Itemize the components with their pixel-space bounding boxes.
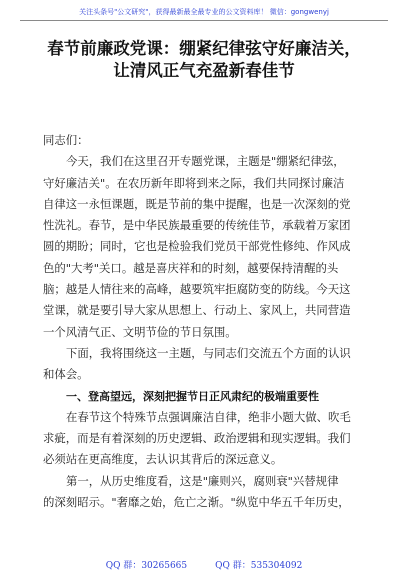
footer-qq-group-1: QQ 群：30265665 [105, 561, 188, 571]
body-line: 色的"大考"关口。越是喜庆祥和的时刻，越要保持清醒的头 [43, 260, 339, 275]
header-divider [20, 20, 388, 21]
body-line: 一个风清气正、文明节俭的节日氛围。 [43, 324, 237, 339]
body-line: 今天，我们在这里召开专题党课，主题是"绷紧纪律弦， [66, 154, 345, 169]
body-line: 性洗礼。春节，是中华民族最重要的传统佳节，承载着万家团 [43, 218, 351, 233]
body-line: 必须站在更高维度，去认识其背后的深远意义。 [43, 452, 283, 467]
body-line: 在春节这个特殊节点强调廉洁自律，绝非小题大做、吹毛 [66, 409, 351, 424]
header-banner: 关注头条号"公文研究"，获得最新最全最专业的公文资料库！ 微信：gongwenyj [79, 8, 329, 16]
body-line: 和体会。 [43, 367, 89, 382]
body-line: 求疵，而是有着深刻的历史逻辑、政治逻辑和现实逻辑。我们 [43, 431, 351, 446]
title-line-2: 让清风正气充盈新春佳节 [113, 61, 295, 80]
body-line: 堂课，就是要引导大家从思想上、行动上、家风上，共同营造 [43, 303, 351, 318]
title-line-1: 春节前廉政党课：绷紧纪律弦守好廉洁关， [47, 39, 361, 58]
salutation: 同志们： [43, 133, 89, 147]
body-line: 自律这一永恒课题，既是节前的集中提醒，也是一次深刻的党 [43, 196, 351, 211]
body-line: 守好廉洁关"。在农历新年即将到来之际，我们共同探讨廉洁 [43, 175, 345, 190]
body-line: 脑；越是人情往来的高峰，越要筑牢拒腐防变的防线。今天这 [43, 282, 351, 297]
body-line: 第一，从历史维度看，这是"廉则兴，腐则衰"兴替规律 [66, 473, 339, 488]
document-body [43, 130, 373, 513]
body-line: 圆的期盼；同时，它也是检验我们党员干部党性修纯、作风成 [43, 239, 351, 254]
section-heading: 一、登高望远，深刻把握节日正风肃纪的极端重要性 [66, 389, 319, 403]
footer-contact [0, 558, 408, 571]
body-line: 的深刻昭示。"奢靡之始，危亡之渐。"纵览中华五千年历史， [43, 495, 350, 510]
document-title [24, 38, 384, 82]
body-line: 下面，我将围绕这一主题，与同志们交流五个方面的认识 [66, 345, 351, 360]
footer-qq-group-2: QQ 群：535304092 [215, 561, 303, 571]
